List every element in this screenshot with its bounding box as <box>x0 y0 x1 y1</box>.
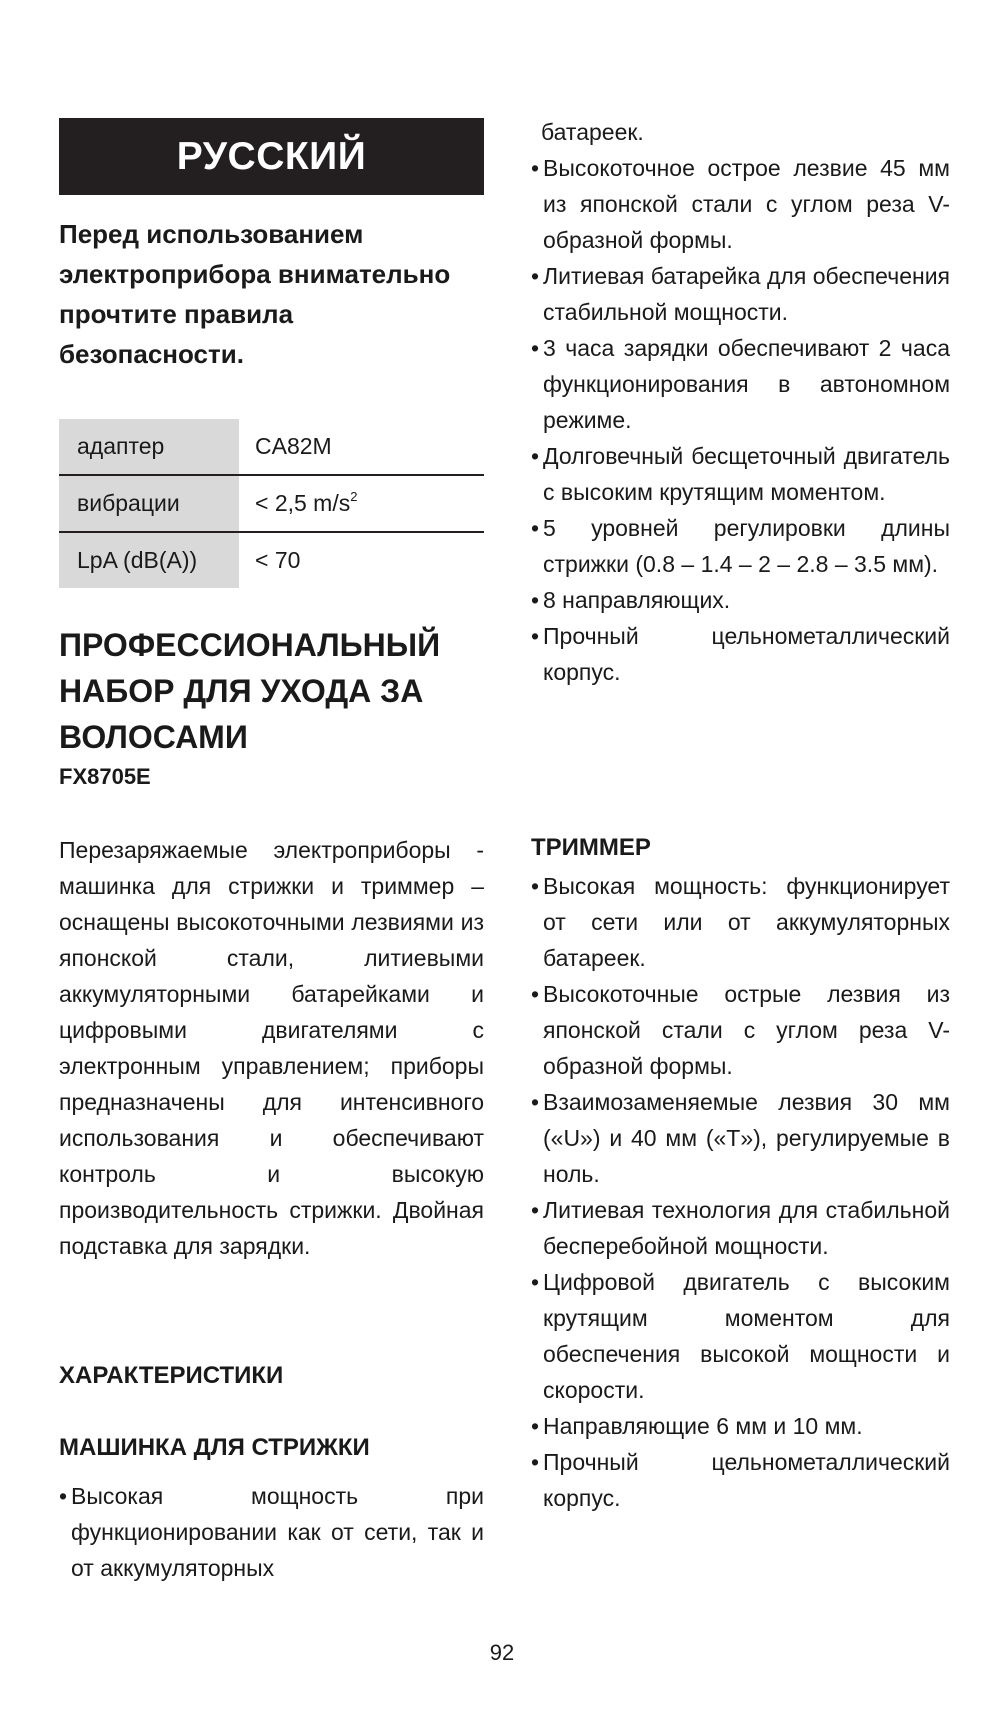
spec-label: вибрации <box>59 475 239 532</box>
list-item: • Литиевая технология для стабильной бесперебойной мощности. <box>531 1192 950 1264</box>
spec-table <box>59 419 484 588</box>
list-item: • Направляющие 6 мм и 10 мм. <box>531 1408 950 1444</box>
list-item: • Литиевая батарейка для обеспечения стабильной мощности. <box>531 258 950 330</box>
product-model: FX8705E <box>59 764 151 789</box>
spec-value: CA82M <box>239 419 484 475</box>
spec-value-text: < 2,5 m/s <box>255 490 351 516</box>
list-item: • 3 часа зарядки обеспечивают 2 часа функционирования в автономном режиме. <box>531 330 950 438</box>
list-item: • Прочный цельнометаллический корпус. <box>531 618 950 690</box>
language-banner <box>59 118 484 195</box>
spec-row-adapter <box>59 419 484 475</box>
trimmer-bullet-list <box>531 868 950 1516</box>
intro-paragraph: Перезаряжаемые электроприборы - машинка для стрижки и триммер – оснащены высокоточными лезвиями из японской стали, литиевыми аккумуляторными батарейками и цифровыми двигателями с электронным управлением; приборы предназначены для интенсивного использования и обеспечивают контроль и высокую производительность стрижки. Двойная подставка для зарядки. <box>59 837 484 1259</box>
list-item: • Взаимозаменяемые лезвия 30 мм («U») и 40 мм («T»), регулируемые в ноль. <box>531 1084 950 1192</box>
clipper-bullet-list-start <box>59 1478 484 1586</box>
list-item: • Высокая мощность: функционирует от сети или от аккумуляторных батареек. <box>531 868 950 976</box>
list-item: • Долговечный бесщеточный двигатель с высоким крутящим моментом. <box>531 438 950 510</box>
spec-value-superscript: 2 <box>350 489 358 504</box>
clipper-bullet-list <box>531 150 950 690</box>
page-number: 92 <box>489 1640 515 1665</box>
spec-row-noise <box>59 532 484 588</box>
trimmer-heading: ТРИММЕР <box>531 834 651 861</box>
clipper-heading: МАШИНКА ДЛЯ СТРИЖКИ <box>59 1434 370 1461</box>
safety-note: Перед использованием электроприбора внимательно прочтите правила безопасности. <box>59 219 451 369</box>
spec-value: < 70 <box>255 547 301 573</box>
spec-row-vibration <box>59 475 484 532</box>
list-item: • Прочный цельнометаллический корпус. <box>531 1444 950 1516</box>
features-heading: ХАРАКТЕРИСТИКИ <box>59 1362 284 1389</box>
spec-label: LpA (dB(A)) <box>59 532 239 588</box>
spec-label: адаптер <box>59 419 239 475</box>
list-item: • 8 направляющих. <box>531 582 950 618</box>
list-item: • Высокоточное острое лезвие 45 мм из японской стали с углом реза V-образной формы. <box>531 150 950 258</box>
clipper-bullet-continuation: батареек. <box>541 119 644 145</box>
product-title: ПРОФЕССИОНАЛЬНЫЙ НАБОР ДЛЯ УХОДА ЗА ВОЛОСАМИ <box>59 627 441 755</box>
list-item: • Высокоточные острые лезвия из японской стали с углом реза V-образной формы. <box>531 976 950 1084</box>
spec-value <box>239 475 484 532</box>
list-item: • 5 уровней регулировки длины стрижки (0.8 – 1.4 – 2 – 2.8 – 3.5 мм). <box>531 510 950 582</box>
list-item: • Высокая мощность при функционировании как от сети, так и от аккумуляторных <box>59 1478 484 1586</box>
list-item: • Цифровой двигатель с высоким крутящим моментом для обеспечения высокой мощности и скорости. <box>531 1264 950 1408</box>
language-title: РУССКИЙ <box>176 134 367 178</box>
